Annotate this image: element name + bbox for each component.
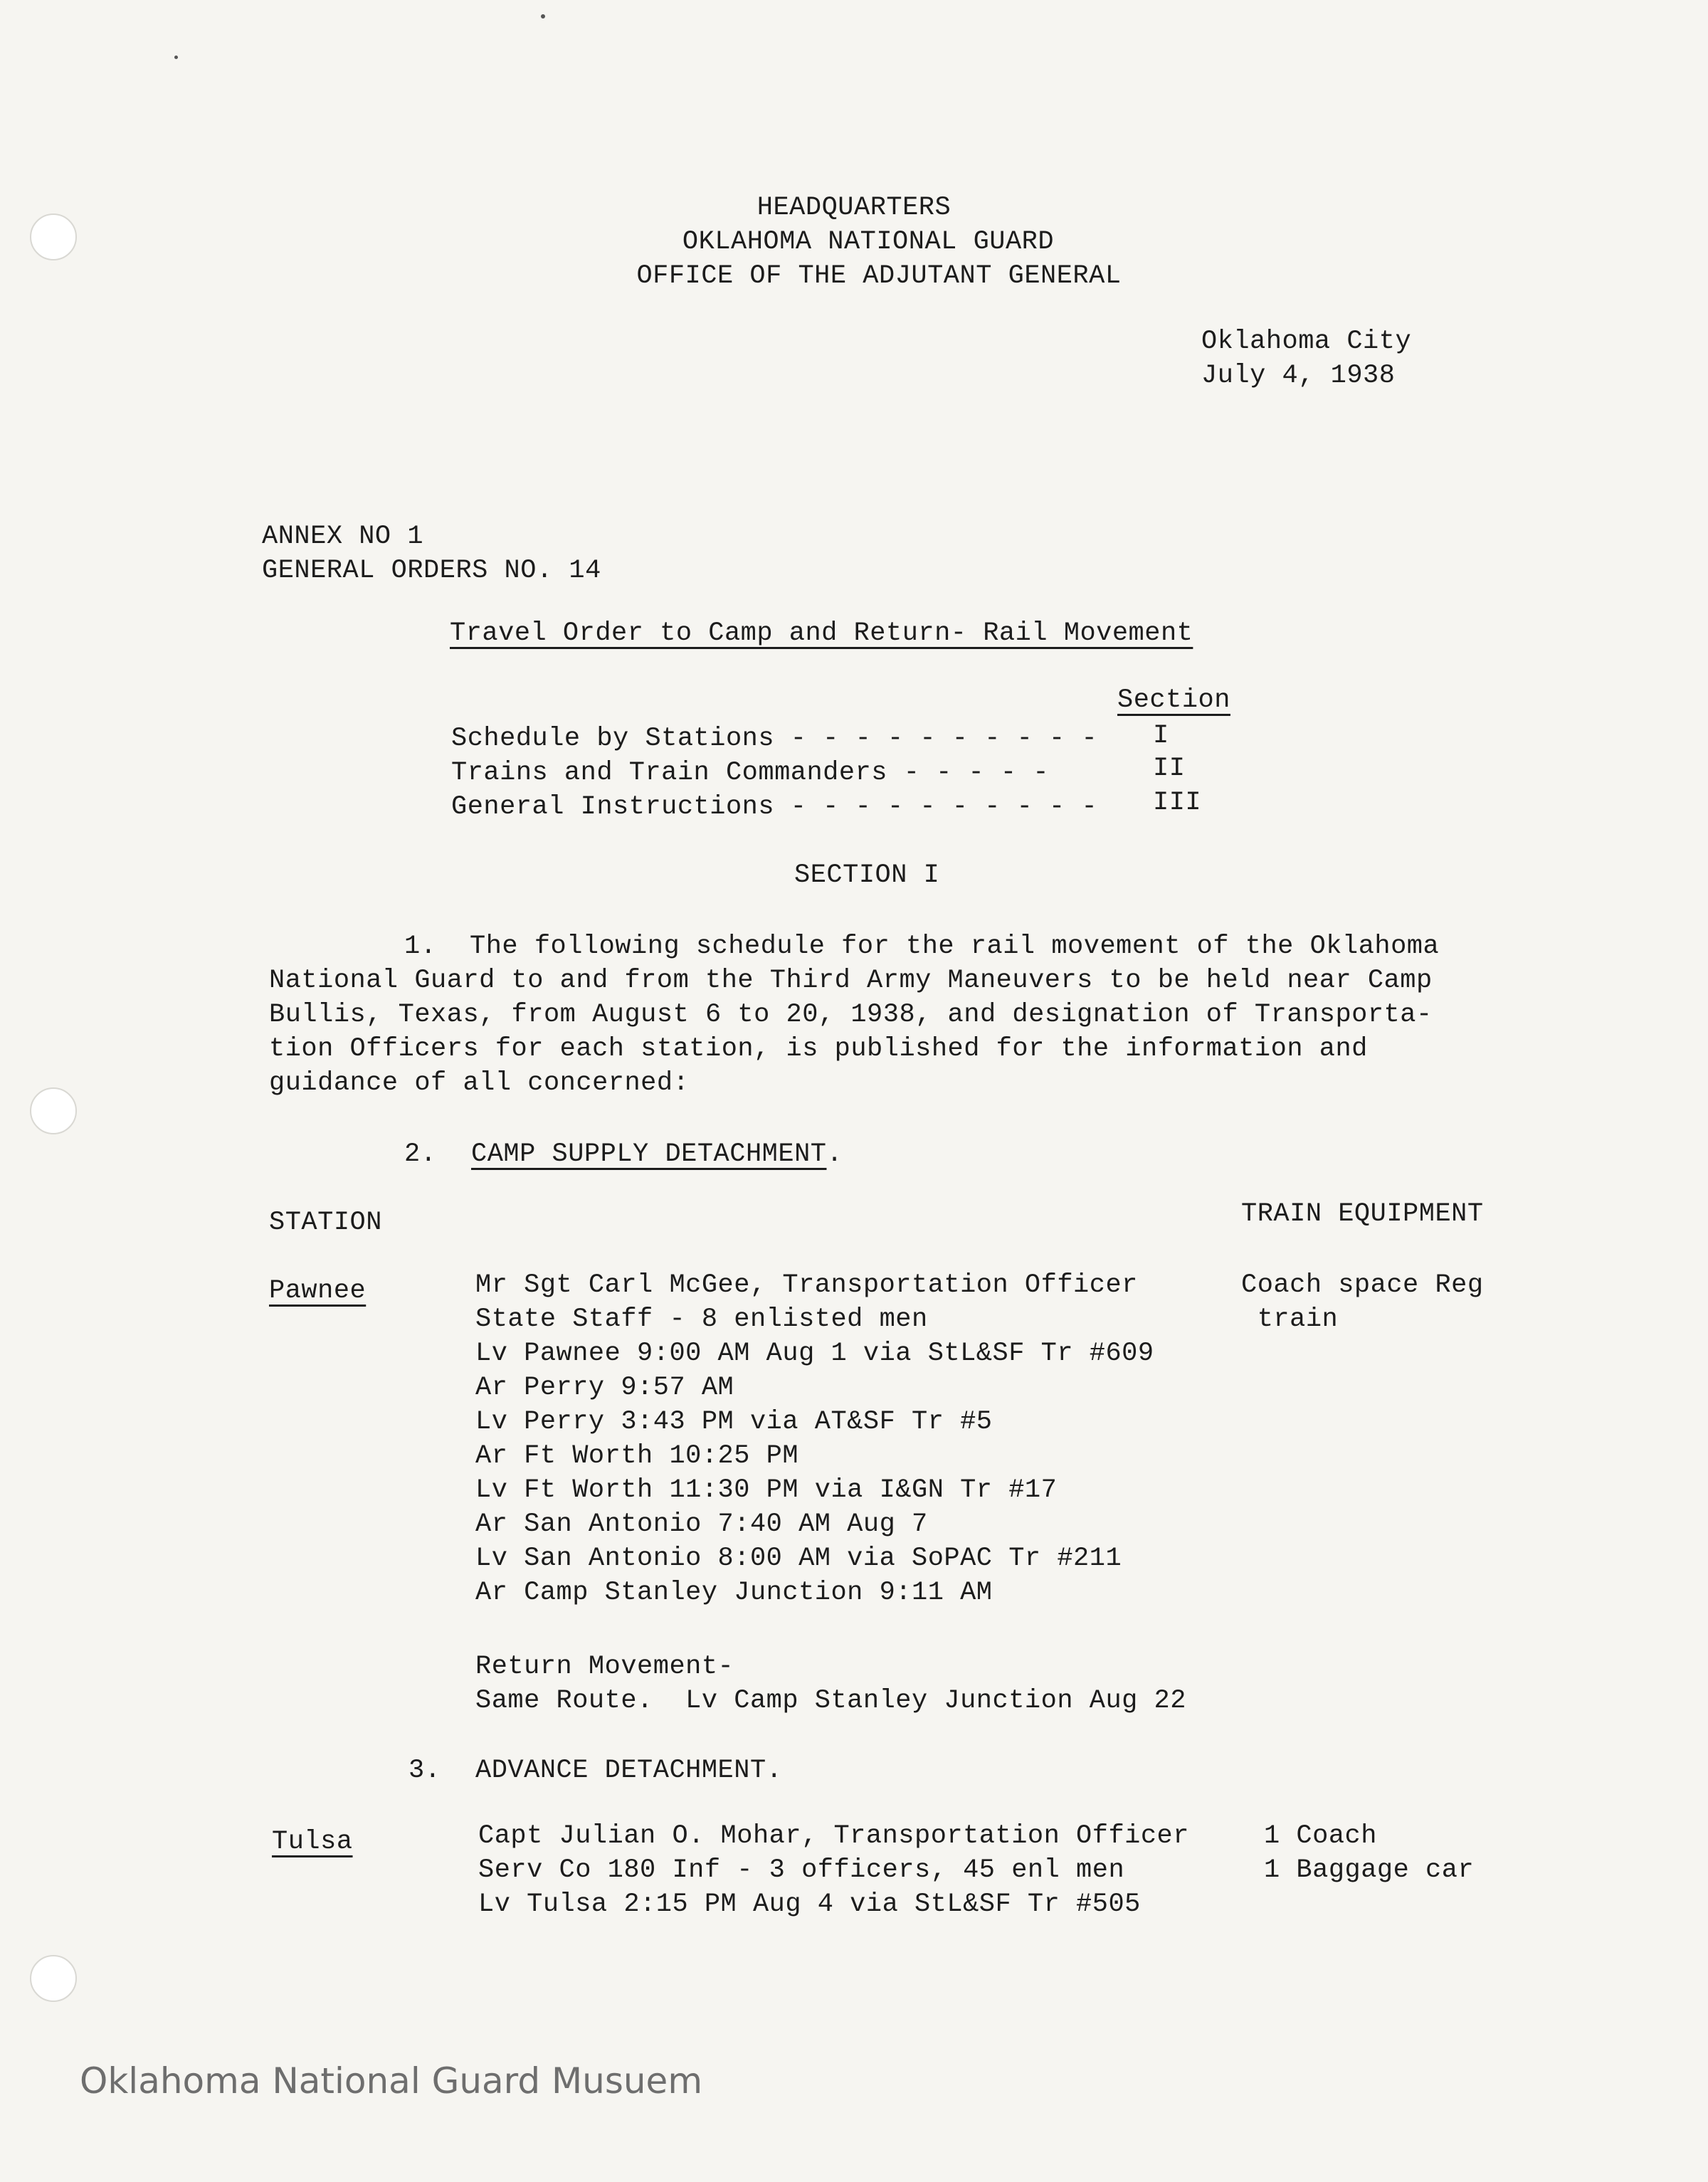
paragraph-line: Bullis, Texas, from August 6 to 20, 1938, and designation of Transporta- (269, 1000, 1433, 1030)
return-movement-line: Same Route. Lv Camp Stanley Junction Aug 22 (475, 1686, 1186, 1716)
paper-speck (174, 56, 178, 59)
paragraph-number: 1. (404, 932, 437, 961)
contents-section-heading: Section (1117, 685, 1230, 715)
column-header-equipment: TRAIN EQUIPMENT (1241, 1199, 1484, 1229)
paragraph-line: National Guard to and from the Third Army Maneuvers to be held near Camp (269, 966, 1433, 996)
station-pawnee: Pawnee (269, 1276, 367, 1306)
contents-item-section: I (1153, 721, 1169, 751)
paragraph-line: tion Officers for each station, is published for the information and (269, 1034, 1368, 1064)
place: Oklahoma City (1201, 327, 1412, 357)
schedule-line: Lv San Antonio 8:00 AM via SoPAC Tr #211 (475, 1544, 1122, 1574)
schedule-line: Serv Co 180 Inf - 3 officers, 45 enl men (478, 1855, 1125, 1885)
section-heading: SECTION I (794, 860, 940, 890)
general-orders-number: GENERAL ORDERS NO. 14 (262, 556, 601, 586)
schedule-line: Ar Perry 9:57 AM (475, 1373, 734, 1403)
paragraph-number: 3. (408, 1756, 441, 1786)
equipment-line: Coach space Reg (1241, 1270, 1484, 1300)
punch-hole (30, 1955, 77, 2002)
return-movement-line: Return Movement- (475, 1652, 734, 1682)
schedule-line: Capt Julian O. Mohar, Transportation Officer (478, 1821, 1189, 1851)
header-line-2: OKLAHOMA NATIONAL GUARD (682, 227, 1055, 257)
heading-period: . (826, 1139, 843, 1169)
schedule-line: Lv Perry 3:43 PM via AT&SF Tr #5 (475, 1407, 993, 1437)
schedule-line: Lv Pawnee 9:00 AM Aug 1 via StL&SF Tr #609 (475, 1339, 1154, 1369)
equipment-line: 1 Coach (1264, 1821, 1377, 1851)
punch-hole (30, 1087, 77, 1134)
schedule-line: Ar Ft Worth 10:25 PM (475, 1441, 799, 1471)
contents-item-section: III (1153, 788, 1202, 818)
contents-item-label: Schedule by Stations - - - - - - - - - - (451, 724, 1098, 754)
museum-watermark: Oklahoma National Guard Musuem (80, 2060, 703, 2102)
schedule-line: Ar Camp Stanley Junction 9:11 AM (475, 1578, 993, 1608)
schedule-line: Lv Tulsa 2:15 PM Aug 4 via StL&SF Tr #505 (478, 1890, 1141, 1919)
equipment-line: 1 Baggage car (1264, 1855, 1475, 1885)
advance-detachment-heading: ADVANCE DETACHMENT. (475, 1756, 783, 1786)
station-tulsa: Tulsa (272, 1827, 353, 1857)
annex-number: ANNEX NO 1 (262, 522, 424, 552)
schedule-line: Mr Sgt Carl McGee, Transportation Officer (475, 1270, 1138, 1300)
header-line-1: HEADQUARTERS (757, 193, 951, 223)
schedule-line: Lv Ft Worth 11:30 PM via I&GN Tr #17 (475, 1475, 1058, 1505)
paragraph-line: The following schedule for the rail movement of the Oklahoma (470, 932, 1440, 961)
schedule-line: Ar San Antonio 7:40 AM Aug 7 (475, 1509, 928, 1539)
contents-item-section: II (1153, 754, 1186, 784)
paper-speck (541, 14, 545, 19)
contents-item-label: Trains and Train Commanders - - - - - (451, 758, 1050, 788)
header-line-3: OFFICE OF THE ADJUTANT GENERAL (636, 261, 1122, 291)
date: July 4, 1938 (1201, 361, 1396, 391)
schedule-line: State Staff - 8 enlisted men (475, 1305, 928, 1334)
equipment-line: train (1241, 1305, 1339, 1334)
paragraph-number: 2. (404, 1139, 437, 1169)
contents-item-label: General Instructions - - - - - - - - - - (451, 792, 1098, 822)
paragraph-line: guidance of all concerned: (269, 1068, 690, 1098)
document-title: Travel Order to Camp and Return- Rail Movement (450, 618, 1193, 648)
camp-supply-heading-text: CAMP SUPPLY DETACHMENT (471, 1139, 827, 1169)
column-header-station: STATION (269, 1208, 382, 1238)
camp-supply-heading (471, 1137, 843, 1171)
